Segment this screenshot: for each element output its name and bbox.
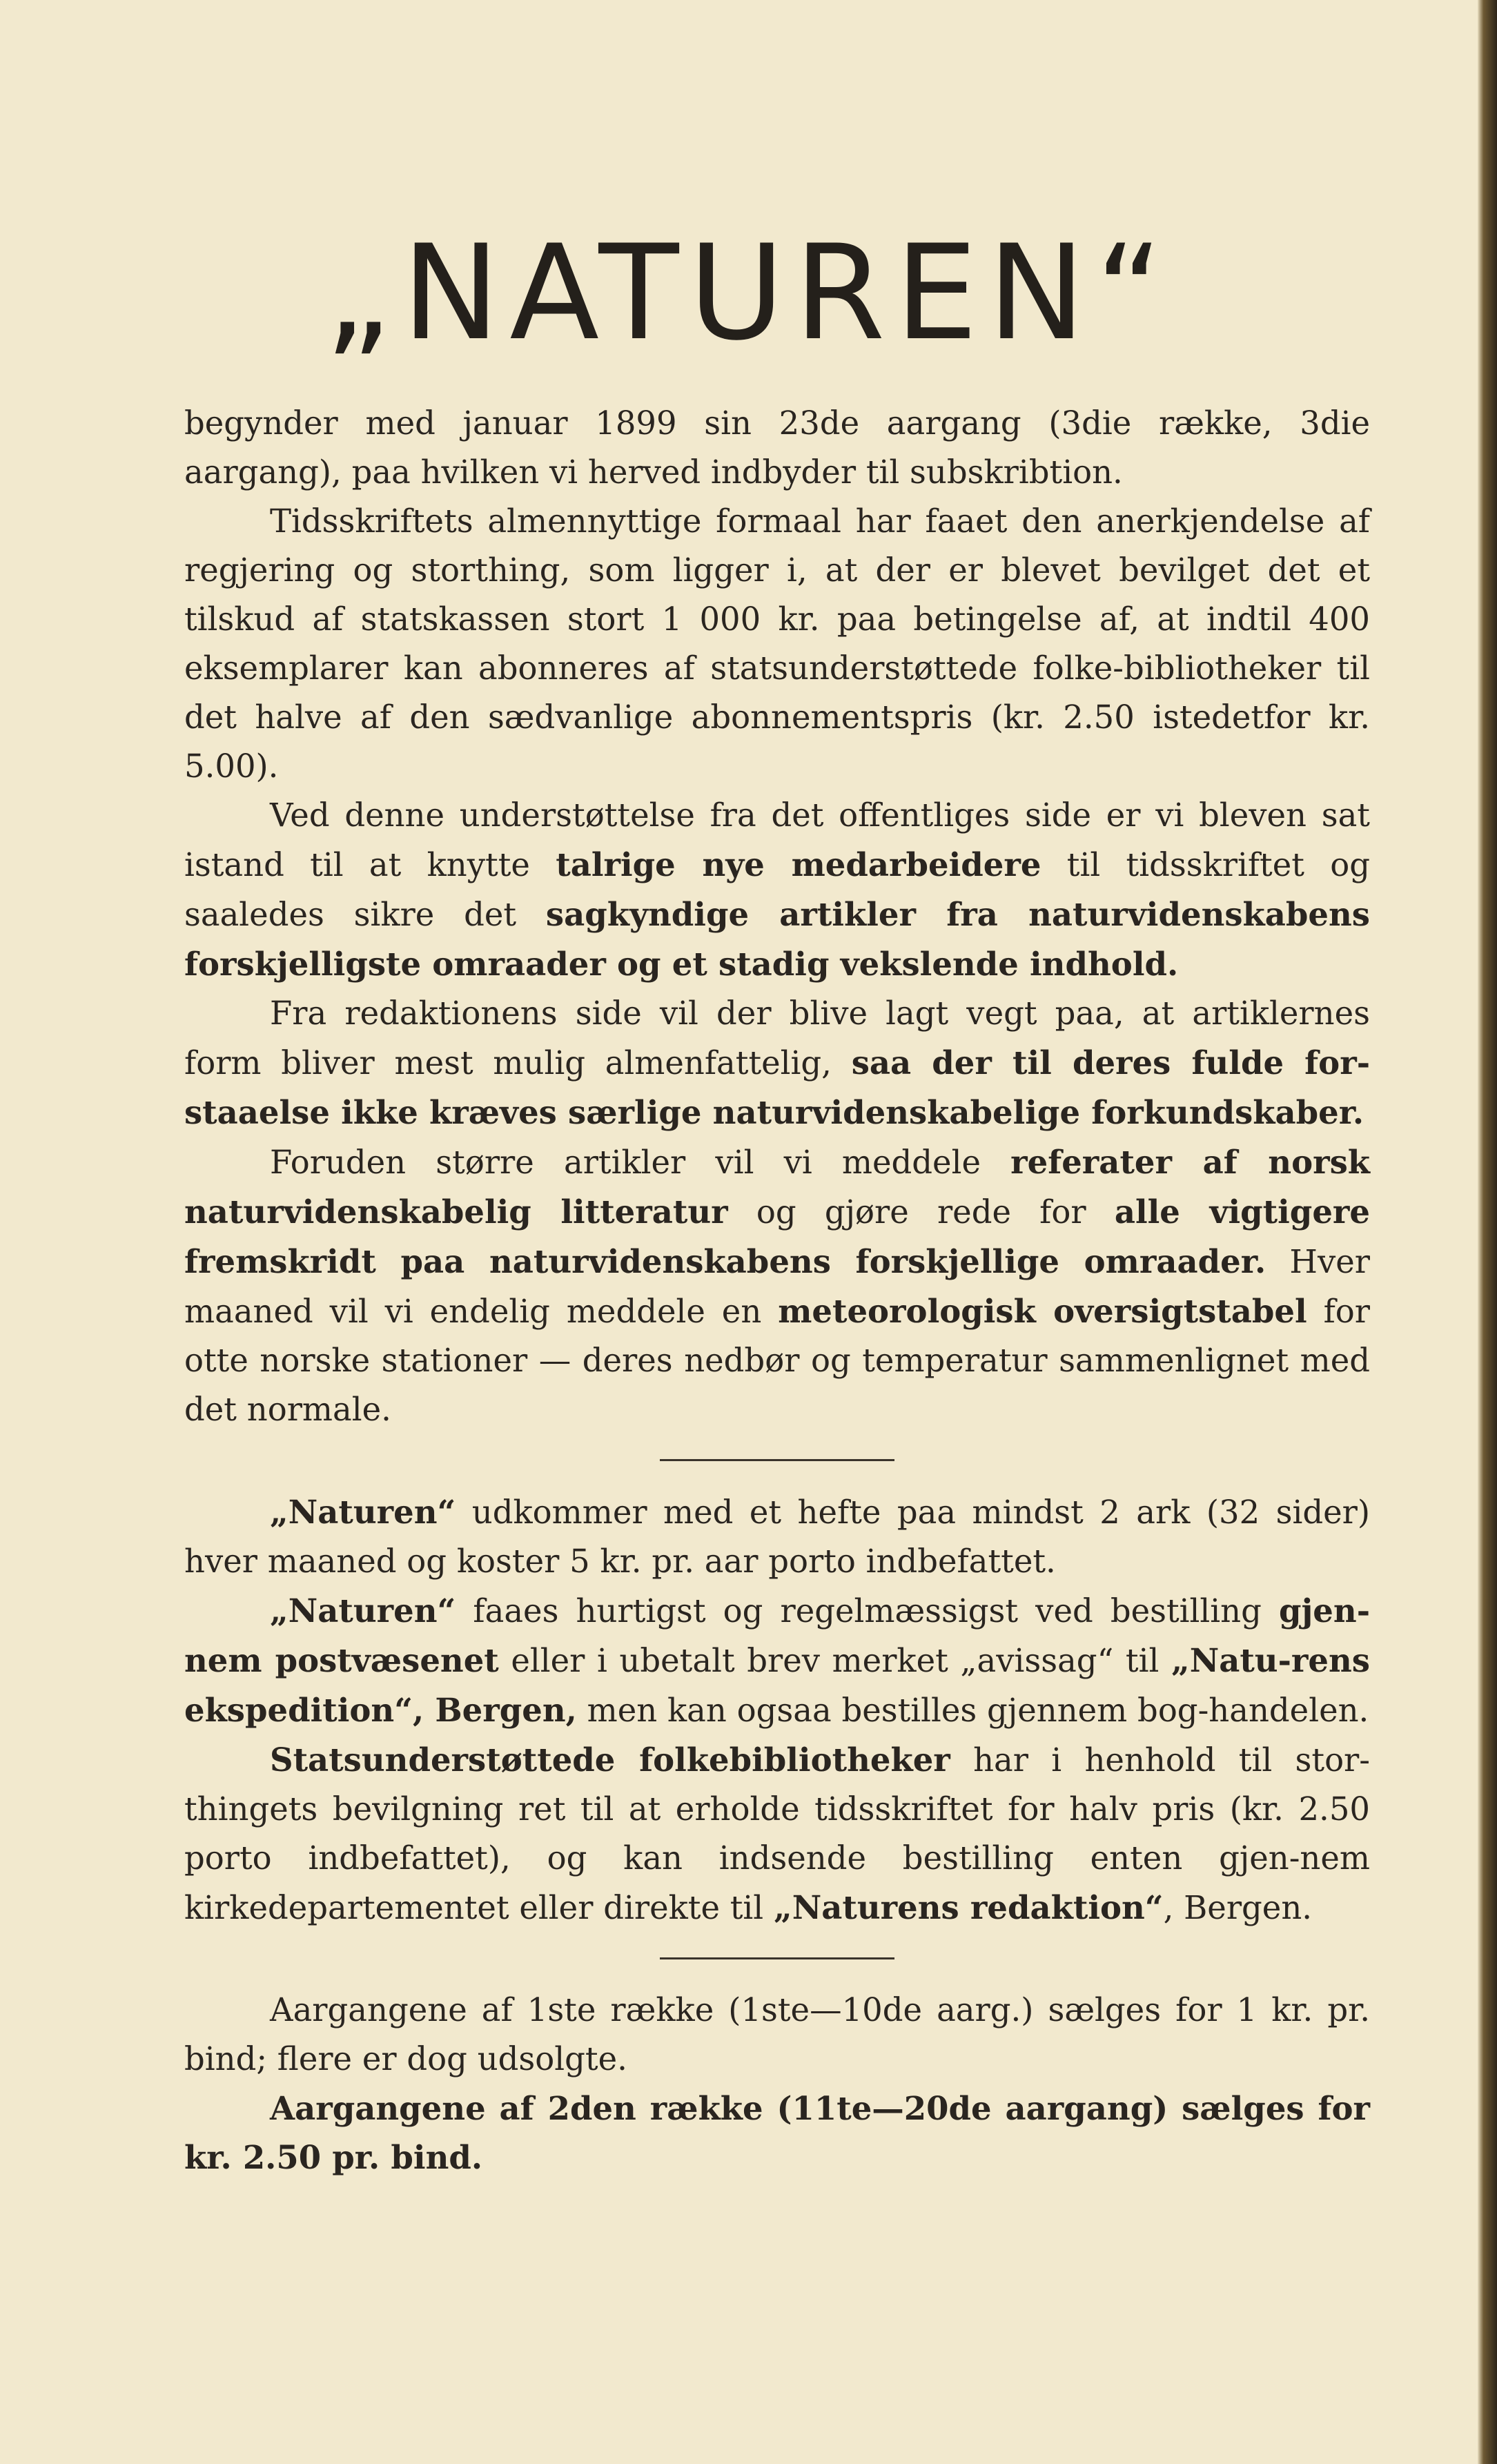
text: Ved denne understøttelse fra det offentliges side er vi bleven sat istand til at knytte bbox=[184, 796, 1370, 883]
paragraph-libraries bbox=[184, 1735, 1370, 1933]
bold-text: saa der til deres fulde for-staaelse ikke kræves særlige naturvidenskabelige forkundskaber. bbox=[184, 1044, 1370, 1131]
page-title: „NATUREN“ bbox=[324, 217, 1173, 369]
paragraph-subsidy bbox=[184, 497, 1370, 791]
paragraph-contributors bbox=[184, 791, 1370, 989]
text: Fra redaktionens side vil der blive lagt vegt paa, at artiklernes form bliver mest mulig almenfattelig, bbox=[184, 995, 1370, 1082]
document-body bbox=[184, 399, 1370, 2182]
page-edge bbox=[1478, 0, 1497, 2464]
paragraph-content bbox=[184, 1137, 1370, 1434]
bold-text: Statsunderstøttede folkebibliotheker bbox=[270, 1741, 950, 1779]
text: Foruden større artikler vil vi meddele bbox=[270, 1144, 1011, 1181]
bold-text: „Naturens redaktion“ bbox=[773, 1888, 1164, 1926]
bold-text: meteorologisk oversigtstabel bbox=[778, 1292, 1307, 1330]
bold-text: „Natu-rens ekspedition“, Bergen, bbox=[184, 1641, 1370, 1729]
text: begynder med januar 1899 sin 23de aargang (3die række, 3die aargang), paa hvilken vi herved indbyder til subskribtion. bbox=[184, 404, 1370, 491]
text: eller i ubetalt brev merket „avissag“ til bbox=[498, 1642, 1171, 1679]
paragraph-ordering bbox=[184, 1586, 1370, 1735]
bold-text: „Naturen“ bbox=[270, 1592, 456, 1630]
text: til tidsskriftet og saaledes sikre det bbox=[184, 846, 1371, 933]
bold-text: talrige nye medarbeidere bbox=[556, 845, 1041, 883]
text: har i henhold til stor-thingets bevilgning ret til at erholde tidsskriftet for halv pris (kr. 2.50 porto indbefattet), og kan indsende bestilling enten gjen-nem kirkedepartementet eller direkte til bbox=[184, 1741, 1371, 1926]
divider bbox=[660, 1459, 894, 1461]
bold-text: alle vigtigere fremskridt paa naturvidenskabens forskjellige omraader. bbox=[184, 1193, 1370, 1280]
text: for otte norske stationer — deres nedbør og temperatur sammenlignet med det normale. bbox=[184, 1293, 1371, 1428]
paragraph-volumes-second bbox=[184, 2084, 1370, 2182]
text: , Bergen. bbox=[1163, 1889, 1313, 1926]
paragraph-intro bbox=[184, 399, 1370, 497]
text: udkommer med et hefte paa mindst 2 ark (32 sider) hver maaned og koster 5 kr. pr. aar porto indbefattet. bbox=[184, 1494, 1370, 1580]
text: Hver maaned vil vi endelig meddele en bbox=[184, 1243, 1370, 1330]
text: Tidsskriftets almennyttige formaal har faaet den anerkjendelse af regjering og storthing, som ligger i, at der er blevet bevilget det et tilskud af statskassen stort 1 000 kr. paa betingelse af, at indtil 400 eksemplarer kan abonneres af statsunderstøttede folke-bibliotheker til det halve af den sædvanlige abonnementspris (kr. 2.50 istedetfor kr. 5.00). bbox=[184, 502, 1370, 785]
bold-text: Aargangene af 2den række (11te—20de aargang) sælges for kr. 2.50 pr. bind. bbox=[184, 2089, 1370, 2176]
bold-text: gjen-nem postvæsenet bbox=[184, 1592, 1370, 1679]
bold-text: referater af norsk naturvidenskabelig litteratur bbox=[184, 1143, 1370, 1231]
text: men kan ogsaa bestilles gjennem bog-handelen. bbox=[576, 1692, 1369, 1729]
text: og gjøre rede for bbox=[727, 1193, 1115, 1231]
bold-text: „Naturen“ bbox=[270, 1493, 456, 1531]
paragraph-editorial bbox=[184, 989, 1370, 1137]
bold-text: sagkyndige artikler fra naturvidenskabens forskjelligste omraader og et stadig vekslende indhold. bbox=[184, 895, 1370, 983]
text: faaes hurtigst og regelmæssigst ved bestilling bbox=[456, 1592, 1279, 1630]
paragraph-publication bbox=[184, 1487, 1370, 1586]
paragraph-volumes-first bbox=[184, 1986, 1370, 2084]
text: Aargangene af 1ste række (1ste—10de aarg.) sælges for 1 kr. pr. bind; flere er dog udsolgte. bbox=[184, 1991, 1370, 2077]
divider bbox=[660, 1957, 894, 1959]
